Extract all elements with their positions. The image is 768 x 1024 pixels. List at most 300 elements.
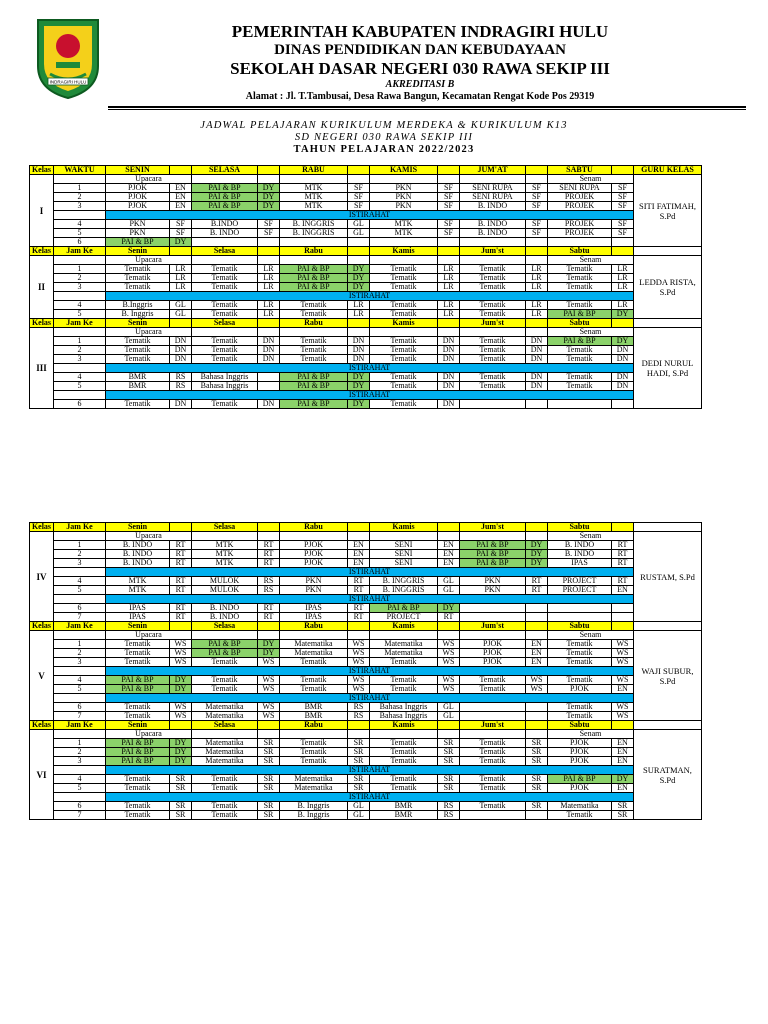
teacher-code-cell: WS [258, 676, 280, 685]
table-row [30, 559, 702, 568]
subject-cell: B. INGGRIS [280, 220, 348, 229]
jam-cell: 4 [54, 220, 106, 229]
subject-cell: Tematik [460, 346, 526, 355]
subject-cell: PAI & BP [370, 604, 438, 613]
subject-cell: Tematik [460, 274, 526, 283]
jam-cell [54, 328, 106, 337]
subject-cell: B. INGGRIS [370, 577, 438, 586]
header-cell: WAKTU [54, 166, 106, 175]
subject-cell: Tematik [370, 283, 438, 292]
teacher-code-cell: LR [526, 265, 548, 274]
teacher-code-cell: LR [348, 301, 370, 310]
table-row [30, 685, 702, 694]
teacher-code-cell: WS [438, 640, 460, 649]
subject-cell: PJOK [106, 202, 170, 211]
subject-cell: Tematik [192, 676, 258, 685]
table-row [30, 748, 702, 757]
teacher-code-cell: SR [348, 739, 370, 748]
teacher-code-cell: DY [258, 640, 280, 649]
teacher-code-cell: SR [438, 775, 460, 784]
teacher-code-cell: LR [612, 265, 634, 274]
teacher-code-cell: DY [170, 739, 192, 748]
subject-cell: Tematik [460, 739, 526, 748]
subject-cell: Tematik [370, 337, 438, 346]
subject-cell: PAI & BP [106, 676, 170, 685]
subject-cell: PJOK [548, 784, 612, 793]
header-cell [170, 247, 192, 256]
jam-cell: 4 [54, 775, 106, 784]
teacher-code-cell: WS [526, 676, 548, 685]
subject-cell: Tematik [106, 703, 170, 712]
kelas-cell: VI [30, 730, 54, 820]
subject-cell: Tematik [280, 739, 348, 748]
teacher-code-cell: SR [438, 739, 460, 748]
jam-cell: 2 [54, 346, 106, 355]
empty-cell [258, 631, 280, 640]
teacher-code-cell: SF [438, 220, 460, 229]
teacher-code-cell: DY [438, 604, 460, 613]
teacher-code-cell: WS [348, 658, 370, 667]
teacher-code-cell: DY [348, 274, 370, 283]
subject-cell: Tematik [460, 283, 526, 292]
subject-cell: PJOK [460, 640, 526, 649]
teacher-code-cell: GL [170, 301, 192, 310]
table-row [30, 202, 702, 211]
subject-cell: Tematik [280, 748, 348, 757]
jam-cell: 3 [54, 202, 106, 211]
teacher-code-cell: RT [612, 577, 634, 586]
subject-cell: PKN [460, 577, 526, 586]
header-cell [348, 523, 370, 532]
teacher-code-cell: LR [438, 265, 460, 274]
jam-cell [54, 730, 106, 739]
teacher-code-cell [438, 238, 460, 247]
header-cell [438, 721, 460, 730]
subject-cell: Tematik [370, 784, 438, 793]
table-header-row [30, 523, 702, 532]
subject-cell: MTK [192, 550, 258, 559]
teacher-code-cell: EN [170, 193, 192, 202]
subject-cell: Tematik [460, 757, 526, 766]
teacher-code-cell: SF [348, 184, 370, 193]
kelas-cell: III [30, 328, 54, 409]
subject-cell: B. INDO [106, 550, 170, 559]
teacher-code-cell: RS [258, 577, 280, 586]
subject-cell: PJOK [280, 559, 348, 568]
subject-cell: PJOK [548, 739, 612, 748]
subject-cell: Tematik [548, 382, 612, 391]
teacher-code-cell: DN [526, 355, 548, 364]
teacher-code-cell: SF [612, 193, 634, 202]
teacher-code-cell: LR [526, 283, 548, 292]
table-row [30, 274, 702, 283]
subject-cell: Tematik [460, 373, 526, 382]
teacher-code-cell: SR [526, 775, 548, 784]
subject-cell: Tematik [370, 355, 438, 364]
teacher-code-cell: EN [526, 658, 548, 667]
teacher-code-cell: RT [170, 604, 192, 613]
header-cell [258, 166, 280, 175]
subject-cell: IPAS [106, 613, 170, 622]
header-cell: Kamis [370, 523, 438, 532]
empty-cell [370, 256, 438, 265]
subject-cell [460, 400, 526, 409]
subject-cell: Tematik [192, 310, 258, 319]
subject-cell: Tematik [370, 301, 438, 310]
teacher-code-cell: DN [348, 337, 370, 346]
header-cell: GURU KELAS [634, 166, 702, 175]
table-row [30, 784, 702, 793]
jam-cell: 3 [54, 559, 106, 568]
upacara-cell: Upacara [106, 175, 192, 184]
header-cell: SENIN [106, 166, 170, 175]
header-cell [612, 622, 634, 631]
subject-cell: Tematik [192, 283, 258, 292]
teacher-code-cell: DN [438, 355, 460, 364]
header-cell [170, 622, 192, 631]
header-cell: Kelas [30, 319, 54, 328]
teacher-code-cell: WS [438, 658, 460, 667]
teacher-code-cell: SF [348, 202, 370, 211]
teacher-code-cell: WS [170, 703, 192, 712]
empty-cell [370, 532, 438, 541]
upacara-cell: Upacara [106, 631, 192, 640]
teacher-code-cell: EN [612, 739, 634, 748]
table-row [30, 541, 702, 550]
empty-cell [258, 328, 280, 337]
subject-cell: Tematik [192, 802, 258, 811]
header-cell [612, 319, 634, 328]
subject-cell: Tematik [548, 649, 612, 658]
subject-cell [280, 238, 348, 247]
subject-cell: Tematik [460, 337, 526, 346]
header-cell: Kelas [30, 721, 54, 730]
subject-cell: BMR [106, 373, 170, 382]
subject-cell: Tematik [548, 301, 612, 310]
teacher-code-cell: RS [438, 811, 460, 820]
teacher-code-cell [258, 373, 280, 382]
teacher-code-cell: SR [526, 802, 548, 811]
subject-cell: B. INDO [192, 229, 258, 238]
subject-cell: Bahasa Inggris [192, 373, 258, 382]
jam-cell [54, 175, 106, 184]
teacher-code-cell: EN [438, 550, 460, 559]
teacher-code-cell: SR [526, 739, 548, 748]
teacher-code-cell: WS [170, 649, 192, 658]
teacher-code-cell: SR [438, 757, 460, 766]
table-row [30, 184, 702, 193]
subject-cell: Tematik [192, 265, 258, 274]
subject-cell: Tematik [370, 757, 438, 766]
teacher-code-cell: LR [258, 310, 280, 319]
subject-cell: Tematik [460, 382, 526, 391]
header-cell [258, 319, 280, 328]
subject-cell [460, 811, 526, 820]
teacher-code-cell: DY [170, 238, 192, 247]
dept-title: DINAS PENDIDIKAN DAN KEBUDAYAAN [274, 42, 566, 58]
teacher-code-cell: SF [170, 220, 192, 229]
subject-cell: Tematik [106, 712, 170, 721]
subject-cell: Tematik [280, 337, 348, 346]
teacher-code-cell [526, 712, 548, 721]
subject-cell: Tematik [548, 265, 612, 274]
header-cell [438, 523, 460, 532]
teacher-code-cell [612, 613, 634, 622]
subject-cell: PAI & BP [192, 193, 258, 202]
teacher-code-cell [526, 604, 548, 613]
teacher-code-cell: LR [612, 301, 634, 310]
empty-cell [192, 328, 258, 337]
logo-text: INDRAGIRI HULU [49, 79, 87, 85]
table-header-row [30, 622, 702, 631]
teacher-code-cell: DY [526, 550, 548, 559]
teacher-code-cell: DY [612, 337, 634, 346]
teacher-code-cell: EN [526, 640, 548, 649]
teacher-code-cell: RS [258, 586, 280, 595]
subject-cell: Tematik [548, 658, 612, 667]
header-rule [108, 106, 746, 108]
teacher-code-cell: LR [258, 274, 280, 283]
teacher-code-cell: DN [438, 382, 460, 391]
header-cell [526, 319, 548, 328]
teacher-code-cell: WS [170, 712, 192, 721]
teacher-code-cell: SR [170, 811, 192, 820]
header-cell [170, 721, 192, 730]
subject-cell: Matematika [192, 757, 258, 766]
subject-cell: PJOK [106, 184, 170, 193]
header-cell [612, 247, 634, 256]
istirahat-band: ISTIRAHAT [106, 364, 634, 373]
header-cell [634, 622, 702, 631]
jam-cell: 1 [54, 541, 106, 550]
header-cell: Sabtu [548, 721, 612, 730]
senam-cell: Senam [548, 730, 634, 739]
teacher-code-cell: RT [170, 541, 192, 550]
subject-cell: Tematik [192, 355, 258, 364]
teacher-code-cell: DN [258, 355, 280, 364]
teacher-code-cell: LR [438, 283, 460, 292]
subject-cell: Tematik [460, 310, 526, 319]
jam-cell [54, 292, 106, 301]
kelas-cell: V [30, 631, 54, 721]
teacher-code-cell [526, 613, 548, 622]
subject-cell: PAI & BP [280, 274, 348, 283]
subject-cell: Tematik [192, 658, 258, 667]
subject-cell: Tematik [548, 703, 612, 712]
empty-cell [460, 175, 526, 184]
subject-cell: Tematik [548, 373, 612, 382]
teacher-code-cell: SF [526, 202, 548, 211]
header-cell [170, 523, 192, 532]
teacher-code-cell: GL [438, 703, 460, 712]
teacher-code-cell: WS [612, 649, 634, 658]
teacher-code-cell: LR [526, 274, 548, 283]
subject-cell: B. Inggris [106, 310, 170, 319]
teacher-code-cell: EN [612, 757, 634, 766]
subject-cell: Tematik [280, 676, 348, 685]
teacher-code-cell: SR [612, 802, 634, 811]
subject-cell [192, 238, 258, 247]
teacher-code-cell: WS [438, 649, 460, 658]
header-cell: SABTU [548, 166, 612, 175]
teacher-code-cell: DN [526, 382, 548, 391]
school-title: SEKOLAH DASAR NEGERI 030 RAWA SEKIP III [230, 59, 610, 78]
empty-cell [460, 256, 526, 265]
subject-cell: B. INGGRIS [280, 229, 348, 238]
teacher-code-cell: DN [258, 337, 280, 346]
empty-cell [192, 730, 258, 739]
kelas-cell: II [30, 256, 54, 319]
upacara-cell: Upacara [106, 328, 192, 337]
header-cell [438, 622, 460, 631]
subject-cell: PAI & BP [106, 685, 170, 694]
teacher-code-cell: DY [170, 748, 192, 757]
istirahat-band: ISTIRAHAT [106, 211, 634, 220]
subject-cell: Tematik [460, 784, 526, 793]
jam-cell: 4 [54, 373, 106, 382]
teacher-code-cell: WS [170, 640, 192, 649]
subject-cell: MTK [280, 202, 348, 211]
kelas-cell: IV [30, 532, 54, 622]
empty-cell [280, 328, 348, 337]
header-cell [258, 721, 280, 730]
teacher-code-cell: RT [438, 613, 460, 622]
jam-cell [54, 667, 106, 676]
header-cell [438, 247, 460, 256]
subject-cell: PAI & BP [106, 739, 170, 748]
upacara-cell: Upacara [106, 256, 192, 265]
jam-cell: 2 [54, 193, 106, 202]
teacher-code-cell: EN [612, 586, 634, 595]
jam-cell: 2 [54, 649, 106, 658]
header-cell: Jum'st [460, 247, 526, 256]
subject-cell: Tematik [192, 784, 258, 793]
subject-cell: SENI [370, 550, 438, 559]
title-line: SD NEGERI 030 RAWA SEKIP III [294, 132, 474, 143]
empty-cell [280, 631, 348, 640]
table-row [30, 265, 702, 274]
teacher-code-cell: LR [258, 283, 280, 292]
subject-cell: Tematik [548, 355, 612, 364]
subject-cell: B. INDO [460, 202, 526, 211]
teacher-code-cell: SR [348, 775, 370, 784]
teacher-code-cell: RS [438, 802, 460, 811]
teacher-code-cell: RT [612, 550, 634, 559]
teacher-code-cell: SR [170, 802, 192, 811]
subject-cell [548, 400, 612, 409]
istirahat-band: ISTIRAHAT [106, 694, 634, 703]
header-cell [438, 319, 460, 328]
header-cell: RABU [280, 166, 348, 175]
teacher-code-cell: LR [526, 310, 548, 319]
jam-cell: 2 [54, 274, 106, 283]
jam-cell [54, 532, 106, 541]
subject-cell: PAI & BP [280, 283, 348, 292]
teacher-code-cell: WS [348, 640, 370, 649]
table-row [30, 346, 702, 355]
upacara-cell: Upacara [106, 532, 192, 541]
table-row [30, 328, 702, 337]
jam-cell [54, 595, 106, 604]
teacher-code-cell: SR [526, 784, 548, 793]
table-row [30, 631, 702, 640]
subject-cell: PJOK [280, 550, 348, 559]
empty-cell [526, 730, 548, 739]
table-row [30, 256, 702, 265]
subject-cell: MTK [106, 586, 170, 595]
teacher-code-cell: SR [258, 802, 280, 811]
subject-cell: Bahasa Inggris [370, 712, 438, 721]
teacher-code-cell: WS [438, 676, 460, 685]
teacher-code-cell: LR [612, 283, 634, 292]
teacher-code-cell [348, 238, 370, 247]
teacher-code-cell [612, 604, 634, 613]
teacher-code-cell: SF [258, 220, 280, 229]
header-cell [348, 622, 370, 631]
subject-cell: MTK [370, 229, 438, 238]
header-cell: Kamis [370, 721, 438, 730]
table-row [30, 400, 702, 409]
teacher-code-cell: EN [438, 541, 460, 550]
subject-cell: PROJEK [548, 229, 612, 238]
guru-kelas-cell: WAJI SUBUR, S.Pd [634, 631, 702, 721]
subject-cell: Tematik [280, 355, 348, 364]
teacher-code-cell: GL [348, 802, 370, 811]
teacher-code-cell: EN [348, 559, 370, 568]
teacher-code-cell: GL [170, 310, 192, 319]
table-row [30, 595, 702, 604]
jam-cell: 6 [54, 703, 106, 712]
subject-cell: PJOK [548, 748, 612, 757]
subject-cell: B.INDO [192, 220, 258, 229]
subject-cell: Tematik [280, 658, 348, 667]
subject-cell: Matematika [370, 640, 438, 649]
teacher-code-cell: RT [348, 604, 370, 613]
subject-cell: Tematik [370, 685, 438, 694]
header-cell: Kamis [370, 622, 438, 631]
subject-cell: MULOK [192, 577, 258, 586]
empty-cell [348, 256, 370, 265]
table-row [30, 568, 702, 577]
empty-cell [460, 730, 526, 739]
subject-cell: B. INDO [460, 220, 526, 229]
teacher-code-cell: RT [258, 604, 280, 613]
subject-cell: Tematik [370, 400, 438, 409]
teacher-code-cell: EN [170, 202, 192, 211]
jam-cell: 3 [54, 283, 106, 292]
subject-cell: PROJECT [370, 613, 438, 622]
table-row [30, 310, 702, 319]
teacher-code-cell [526, 811, 548, 820]
header-cell: JUM'AT [460, 166, 526, 175]
teacher-code-cell: GL [438, 586, 460, 595]
header-cell: Rabu [280, 622, 348, 631]
header-cell: Senin [106, 622, 170, 631]
subject-cell: Tematik [192, 400, 258, 409]
teacher-code-cell: RT [170, 550, 192, 559]
subject-cell: PJOK [460, 649, 526, 658]
teacher-code-cell: RT [258, 613, 280, 622]
teacher-code-cell: DY [526, 559, 548, 568]
subject-cell: Matematika [192, 712, 258, 721]
subject-cell: MTK [280, 193, 348, 202]
schedule-table-classes-4-6 [29, 522, 702, 820]
subject-cell: Matematika [192, 703, 258, 712]
subject-cell: Matematika [280, 649, 348, 658]
table-row [30, 775, 702, 784]
teacher-code-cell: DY [170, 757, 192, 766]
subject-cell: Tematik [370, 658, 438, 667]
